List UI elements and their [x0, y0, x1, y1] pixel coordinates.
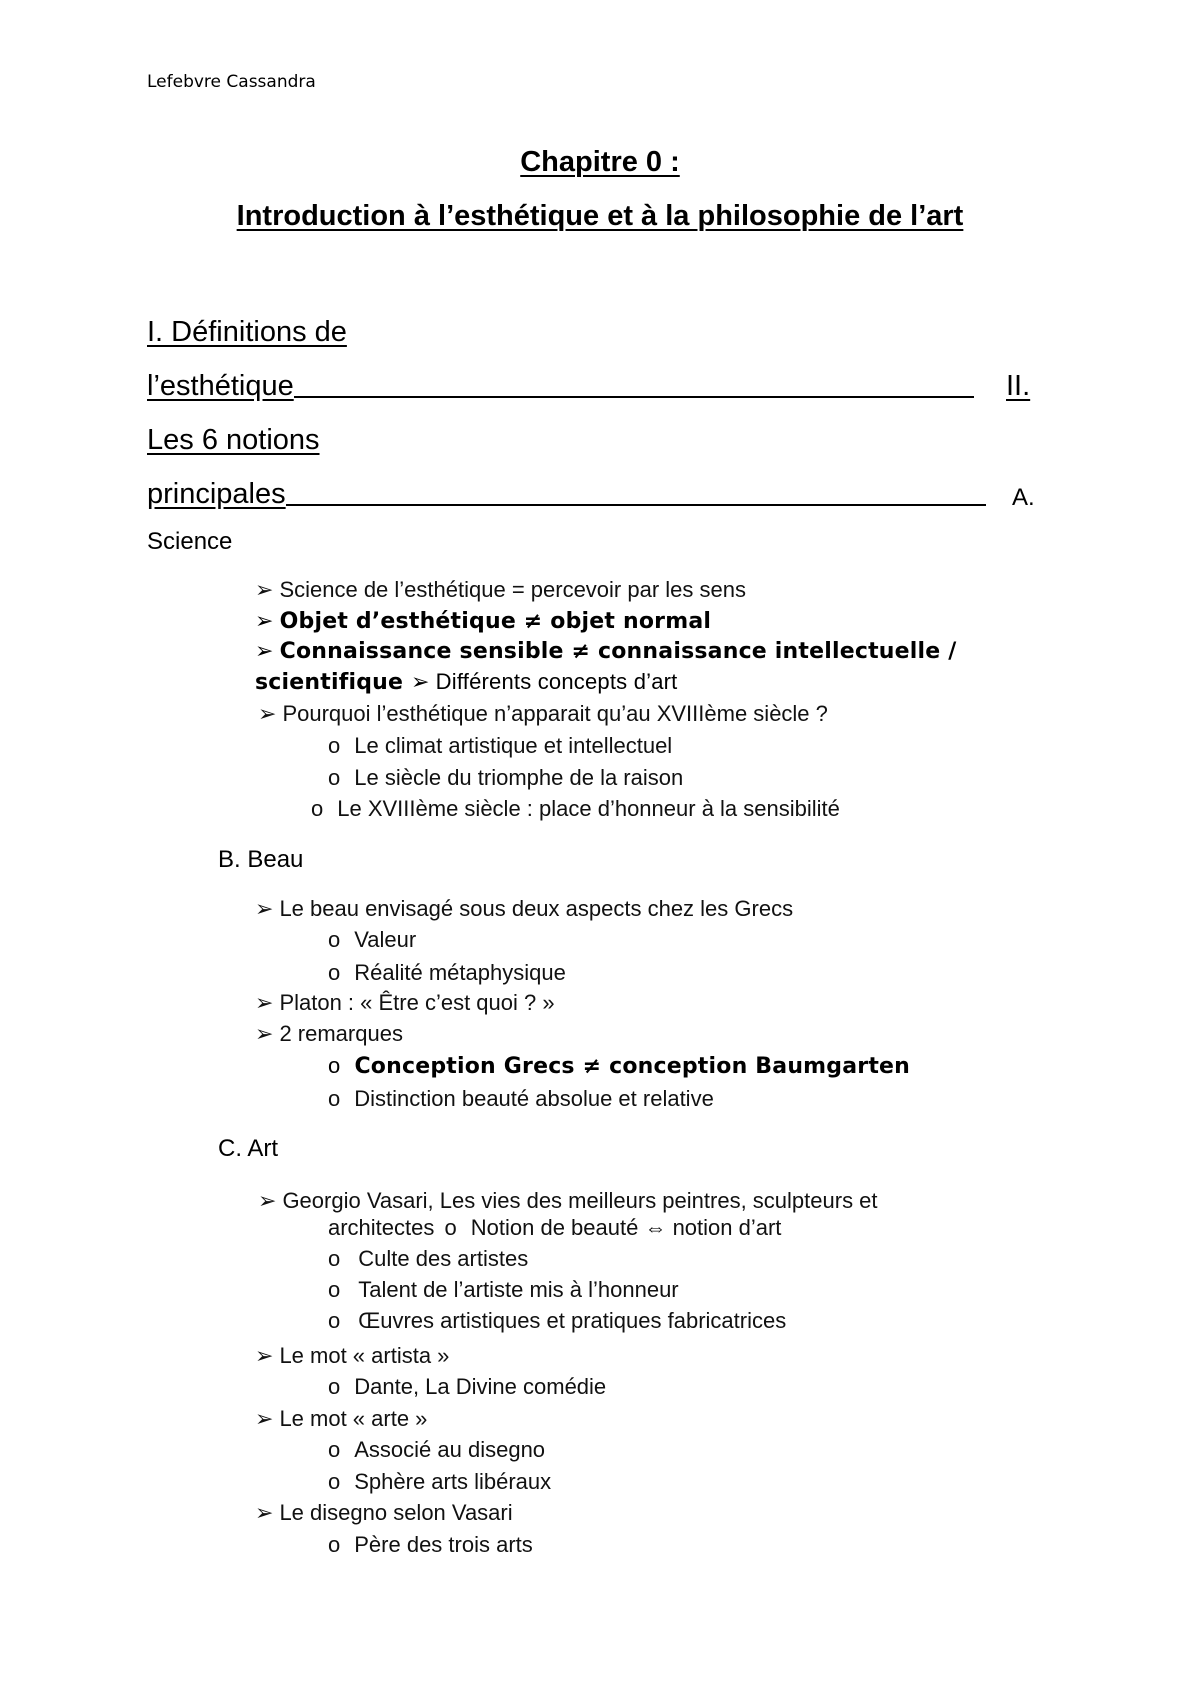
- list-item: [255, 896, 793, 922]
- chapter-title: Chapitre 0 :: [520, 146, 680, 178]
- sub-list-item: [328, 1532, 533, 1558]
- list-item: [255, 1500, 513, 1526]
- heading-section-II-label: II.: [1006, 370, 1031, 402]
- chapter-subtitle: Introduction à l’esthétique et à la philosophie de l’art: [236, 200, 964, 232]
- list-item-text: Conception Grecs ≠ conception Baumgarten: [354, 1054, 911, 1079]
- list-item-text: Georgio Vasari, Les vies des meilleurs peintres, sculpteurs et: [282, 1188, 878, 1213]
- circle-bullet-icon: o: [328, 1246, 341, 1271]
- list-item-text: scientifique: [255, 670, 404, 695]
- arrow-bullet-icon: ➢: [255, 896, 274, 921]
- arrow-bullet-icon: ➢: [411, 669, 430, 694]
- list-item-text: Le beau envisagé sous deux aspects chez les Grecs: [279, 896, 794, 921]
- list-item-text: Réalité métaphysique: [354, 960, 566, 985]
- circle-bullet-icon: o: [328, 733, 341, 758]
- circle-bullet-icon: o: [328, 1532, 341, 1557]
- list-item-text: Associé au disegno: [354, 1437, 546, 1462]
- heading-section-I-continued: [147, 370, 974, 403]
- arrow-bullet-icon: ➢: [258, 701, 277, 726]
- sub-list-item: [328, 765, 683, 791]
- circle-bullet-icon: o: [328, 1308, 341, 1333]
- heading-science: Science: [147, 528, 233, 555]
- circle-bullet-icon: o: [328, 1086, 341, 1111]
- arrow-bullet-icon: ➢: [255, 577, 274, 602]
- list-item-text: Sphère arts libéraux: [354, 1469, 552, 1494]
- heading-A-label: A.: [1012, 484, 1035, 511]
- list-item-text: Science de l’esthétique = percevoir par les sens: [279, 577, 746, 602]
- list-item-text: 2 remarques: [279, 1021, 403, 1046]
- list-item-text: Notion de beauté ⇔ notion d’art: [470, 1215, 782, 1240]
- arrow-bullet-icon: ➢: [255, 608, 274, 633]
- heading-section-I: I. Définitions de: [147, 316, 347, 348]
- sub-list-item: [328, 1277, 679, 1303]
- heading-art: C. Art: [218, 1135, 279, 1162]
- list-item: [258, 701, 828, 727]
- heading-section-II: Les 6 notions: [147, 424, 320, 456]
- arrow-bullet-icon: ➢: [255, 1500, 274, 1525]
- sub-list-item: [328, 1469, 551, 1495]
- underline-rule: [294, 396, 974, 398]
- sub-list-item: [311, 796, 840, 822]
- list-item-text: Talent de l’artiste mis à l’honneur: [358, 1277, 679, 1302]
- arrow-bullet-icon: ➢: [255, 1343, 274, 1368]
- list-item-text: Pourquoi l’esthétique n’apparait qu’au XVIIIème siècle ?: [282, 701, 828, 726]
- list-item-text: Le mot « artista »: [279, 1343, 450, 1368]
- list-item-text: Le disegno selon Vasari: [279, 1500, 513, 1525]
- circle-bullet-icon: o: [328, 1437, 341, 1462]
- circle-bullet-icon: o: [311, 796, 324, 821]
- circle-bullet-icon: o: [328, 960, 341, 985]
- list-item: [255, 1021, 403, 1047]
- list-item-text: Différents concepts d’art: [435, 669, 678, 694]
- heading-section-II-continued: [147, 478, 986, 511]
- list-item-text: Objet d’esthétique ≠ objet normal: [279, 609, 712, 634]
- list-item: [255, 1343, 449, 1369]
- sub-list-item: [328, 1246, 528, 1272]
- circle-bullet-icon: o: [328, 927, 341, 952]
- list-item: [255, 608, 711, 634]
- list-item: [255, 577, 746, 603]
- list-item-text: Distinction beauté absolue et relative: [354, 1086, 714, 1111]
- sub-list-item: [328, 1437, 545, 1463]
- list-item-continued: [328, 1215, 781, 1241]
- list-item: [255, 990, 555, 1016]
- arrow-bullet-icon: ➢: [255, 638, 274, 663]
- circle-bullet-icon: o: [328, 1374, 341, 1399]
- list-item-text: Œuvres artistiques et pratiques fabricatrices: [358, 1308, 787, 1333]
- author-name: Lefebvre Cassandra: [147, 72, 316, 92]
- heading-section-I-word: l’esthétique: [147, 370, 294, 402]
- list-item: [258, 1188, 878, 1214]
- list-item-text: Valeur: [354, 927, 417, 952]
- underline-rule: [286, 504, 986, 506]
- sub-list-item: [328, 1308, 786, 1334]
- arrow-bullet-icon: ➢: [258, 1188, 277, 1213]
- arrow-bullet-icon: ➢: [255, 990, 274, 1015]
- list-item-text: Le mot « arte »: [279, 1406, 428, 1431]
- circle-bullet-icon: o: [328, 1053, 341, 1078]
- sub-list-item: [328, 960, 566, 986]
- arrow-bullet-icon: ➢: [255, 1021, 274, 1046]
- list-item-text: Dante, La Divine comédie: [354, 1374, 607, 1399]
- circle-bullet-icon: o: [328, 1277, 341, 1302]
- list-item-text: Le siècle du triomphe de la raison: [354, 765, 684, 790]
- sub-list-item: [328, 1374, 606, 1400]
- heading-beau: B. Beau: [218, 846, 304, 873]
- list-item-text: Père des trois arts: [354, 1532, 533, 1557]
- list-item-text: Le climat artistique et intellectuel: [354, 733, 673, 758]
- sub-list-item: [328, 1086, 714, 1112]
- list-item: [255, 1406, 427, 1432]
- sub-list-item: [328, 1053, 910, 1079]
- sub-list-item: [328, 733, 672, 759]
- heading-section-II-word: principales: [147, 478, 286, 510]
- list-item-text: Le XVIIIème siècle : place d’honneur à la sensibilité: [337, 796, 840, 821]
- arrow-bullet-icon: ➢: [255, 1406, 274, 1431]
- circle-bullet-icon: o: [444, 1215, 457, 1240]
- list-item-text: architectes: [328, 1215, 435, 1240]
- list-item: [255, 669, 678, 695]
- list-item-text: Connaissance sensible ≠ connaissance intellectuelle /: [279, 639, 957, 664]
- sub-list-item: [328, 927, 416, 953]
- list-item-text: Culte des artistes: [358, 1246, 529, 1271]
- circle-bullet-icon: o: [328, 765, 341, 790]
- list-item-text: Platon : « Être c’est quoi ? »: [279, 990, 555, 1015]
- list-item: [255, 638, 956, 664]
- circle-bullet-icon: o: [328, 1469, 341, 1494]
